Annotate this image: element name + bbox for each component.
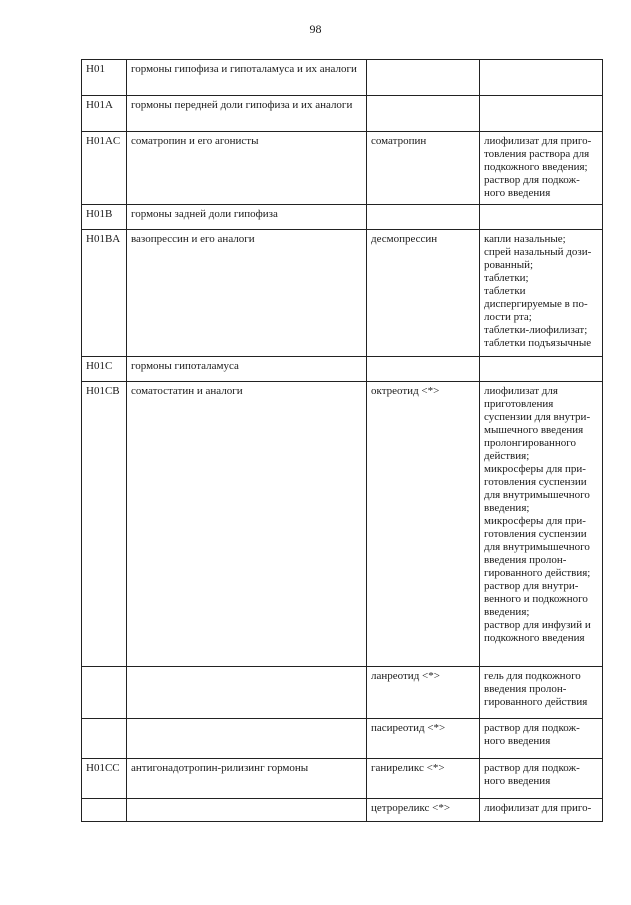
- atc-name-cell: вазопрессин и его аналоги: [127, 230, 367, 357]
- dosage-form-line: готовления суспензии: [484, 476, 587, 488]
- drug-name-cell: пасиреотид <*>: [367, 719, 480, 759]
- drug-name-cell: соматропин: [367, 132, 480, 205]
- dosage-form-line: раствор для подкож-: [484, 762, 580, 774]
- atc-code-cell: [82, 719, 127, 759]
- table-row: [82, 230, 603, 357]
- atc-code-cell: H01B: [82, 205, 127, 230]
- dosage-form-line: мышечного введения: [484, 424, 584, 436]
- dosage-form-line: суспензии для внутри-: [484, 411, 591, 423]
- dosage-form-line: ного введения: [484, 735, 551, 747]
- dosage-form-line: венного и подкожного: [484, 593, 588, 605]
- drug-name-cell: [367, 96, 480, 132]
- dosage-form-line: таблетки;: [484, 272, 529, 284]
- dosage-form-line: таблетки-лиофилизат;: [484, 324, 588, 336]
- atc-code-cell: [82, 667, 127, 719]
- dosage-form-line: раствор для внутри-: [484, 580, 579, 592]
- dosage-form-line: готовления суспензии: [484, 528, 587, 540]
- atc-code-cell: H01CB: [82, 382, 127, 667]
- dosage-forms-cell: [480, 205, 603, 230]
- table-row: [82, 132, 603, 205]
- drug-name-cell: [367, 357, 480, 382]
- atc-name-cell: соматостатин и аналоги: [127, 382, 367, 667]
- atc-code-cell: [82, 799, 127, 822]
- table-row: [82, 667, 603, 719]
- dosage-form-line: лиофилизат для приго-: [484, 135, 592, 147]
- atc-name-cell: [127, 667, 367, 719]
- table-row: [82, 719, 603, 759]
- dosage-form-line: введения;: [484, 502, 530, 514]
- atc-name-cell: соматропин и его агонисты: [127, 132, 367, 205]
- atc-code-cell: H01A: [82, 96, 127, 132]
- dosage-form-line: раствор для подкож-: [484, 174, 580, 186]
- atc-name-cell: антигонадотропин-рилизинг гормоны: [127, 759, 367, 799]
- dosage-form-line: введения пролон-: [484, 554, 567, 566]
- dosage-form-line: микросферы для при-: [484, 515, 586, 527]
- dosage-form-line: гированного действия: [484, 696, 588, 708]
- atc-code-cell: H01: [82, 60, 127, 96]
- dosage-forms-cell: [480, 799, 603, 822]
- dosage-form-line: спрей назальный дози-: [484, 246, 592, 258]
- dosage-form-line: товления раствора для: [484, 148, 590, 160]
- dosage-form-line: пролонгированного: [484, 437, 576, 449]
- atc-name-cell: гормоны задней доли гипофиза: [127, 205, 367, 230]
- dosage-forms-cell: [480, 667, 603, 719]
- medication-table: [81, 59, 603, 822]
- atc-code-cell: H01C: [82, 357, 127, 382]
- atc-name-cell: [127, 799, 367, 822]
- dosage-form-line: гированного действия;: [484, 567, 591, 579]
- dosage-form-line: таблетки: [484, 285, 526, 297]
- drug-name-cell: цетрореликс <*>: [367, 799, 480, 822]
- table-row: [82, 205, 603, 230]
- atc-name-cell: гормоны гипофиза и гипоталамуса и их аналоги: [127, 60, 367, 96]
- dosage-form-line: лости рта;: [484, 311, 532, 323]
- atc-code-cell: H01AC: [82, 132, 127, 205]
- dosage-form-line: действия;: [484, 450, 530, 462]
- atc-name-cell: гормоны гипоталамуса: [127, 357, 367, 382]
- dosage-form-line: лиофилизат для: [484, 385, 558, 397]
- dosage-form-line: приготовления: [484, 398, 554, 410]
- dosage-form-line: для внутримышечного: [484, 541, 590, 553]
- atc-name-cell: [127, 719, 367, 759]
- dosage-form-line: таблетки подъязычные: [484, 337, 592, 349]
- atc-code-cell: H01BA: [82, 230, 127, 357]
- table-row: [82, 799, 603, 822]
- dosage-forms-cell: [480, 132, 603, 205]
- table-row: [82, 60, 603, 96]
- dosage-form-line: капли назальные;: [484, 233, 566, 245]
- dosage-form-line: ного введения: [484, 775, 551, 787]
- dosage-form-line: введения;: [484, 606, 530, 618]
- drug-name-cell: [367, 205, 480, 230]
- atc-code-cell: H01CC: [82, 759, 127, 799]
- dosage-form-line: лиофилизат для приго-: [484, 802, 592, 814]
- table-row: [82, 357, 603, 382]
- dosage-forms-cell: [480, 382, 603, 667]
- dosage-forms-cell: [480, 60, 603, 96]
- drug-name-cell: ланреотид <*>: [367, 667, 480, 719]
- dosage-forms-cell: [480, 759, 603, 799]
- dosage-form-line: раствор для подкож-: [484, 722, 580, 734]
- drug-name-cell: октреотид <*>: [367, 382, 480, 667]
- drug-name-cell: ганиреликс <*>: [367, 759, 480, 799]
- dosage-forms-cell: [480, 230, 603, 357]
- dosage-form-line: микросферы для при-: [484, 463, 586, 475]
- dosage-form-line: подкожного введения: [484, 632, 585, 644]
- dosage-form-line: гель для подкожного: [484, 670, 581, 682]
- dosage-form-line: диспергируемые в по-: [484, 298, 588, 310]
- dosage-form-line: подкожного введения;: [484, 161, 588, 173]
- drug-name-cell: [367, 60, 480, 96]
- dosage-forms-cell: [480, 96, 603, 132]
- dosage-form-line: рованный;: [484, 259, 534, 271]
- table-row: [82, 759, 603, 799]
- dosage-form-line: раствор для инфузий и: [484, 619, 591, 631]
- page-number: 98: [309, 22, 322, 36]
- dosage-form-line: ного введения: [484, 187, 551, 199]
- dosage-forms-cell: [480, 357, 603, 382]
- drug-name-cell: десмопрессин: [367, 230, 480, 357]
- table-row: [82, 382, 603, 667]
- dosage-form-line: для внутримышечного: [484, 489, 590, 501]
- atc-name-cell: гормоны передней доли гипофиза и их аналоги: [127, 96, 367, 132]
- dosage-form-line: введения пролон-: [484, 683, 567, 695]
- dosage-forms-cell: [480, 719, 603, 759]
- table-row: [82, 96, 603, 132]
